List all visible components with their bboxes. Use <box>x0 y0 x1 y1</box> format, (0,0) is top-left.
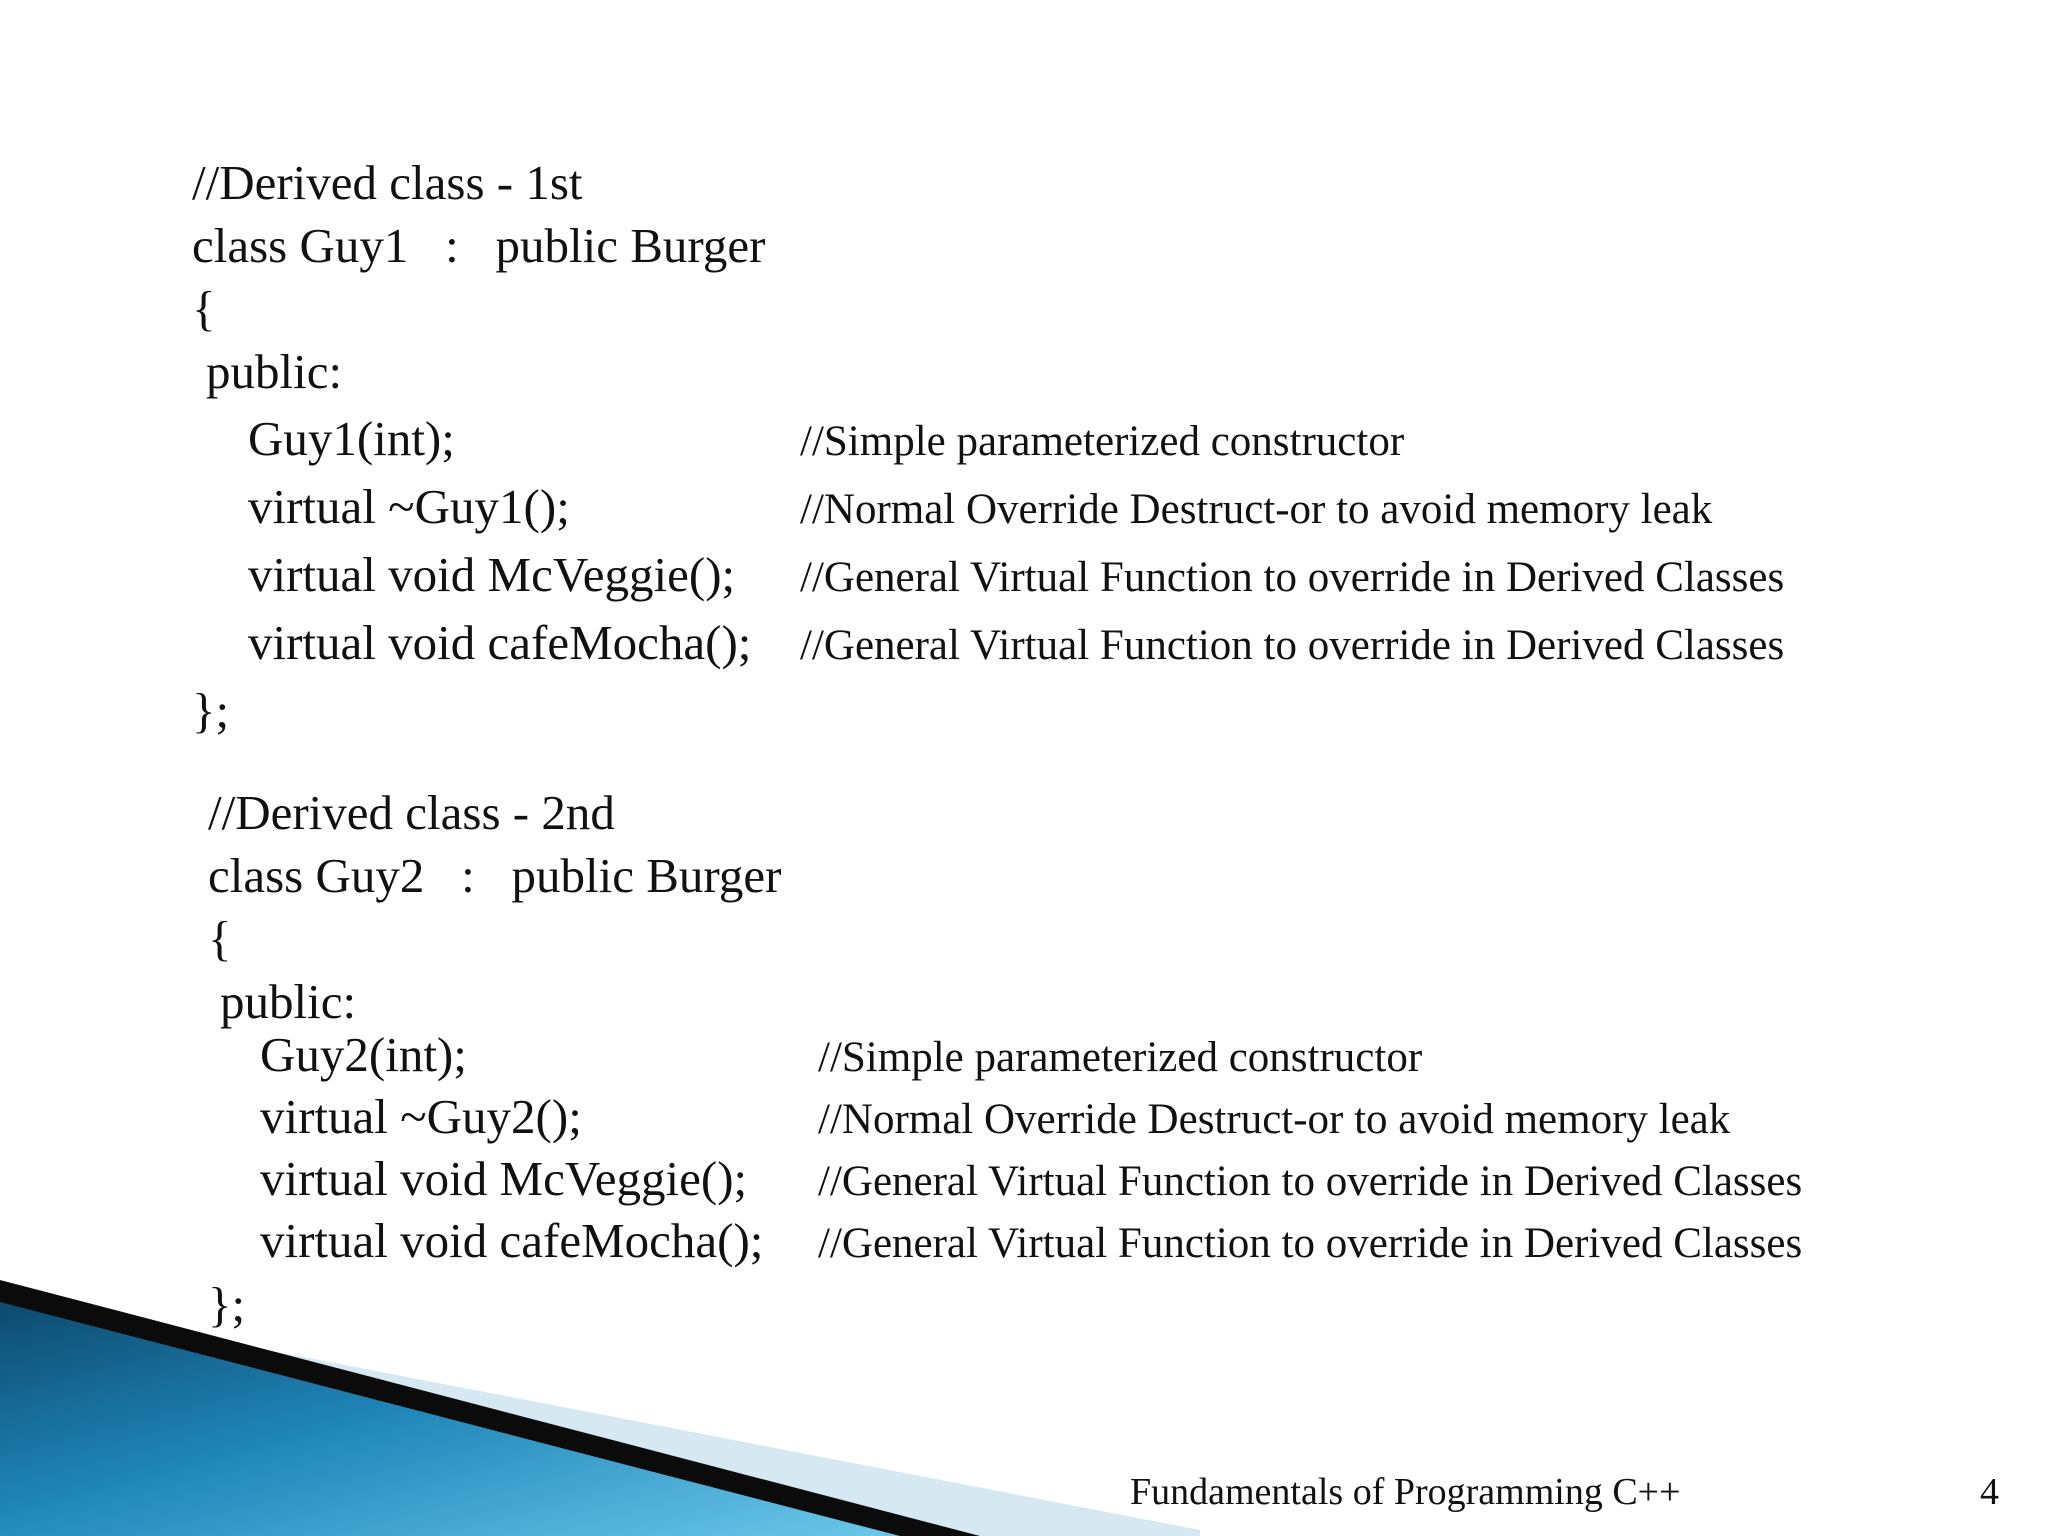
block2-member-code: virtual void McVeggie(); <box>260 1151 748 1206</box>
block1-access-specifier: public: <box>206 344 343 399</box>
page-number: 4 <box>1980 1471 1999 1513</box>
block1-comment-header: //Derived class - 1st <box>192 155 583 210</box>
block2-open-brace: { <box>208 911 232 966</box>
block1-member-code: virtual void McVeggie(); <box>248 547 736 602</box>
block2-member-code: virtual void cafeMocha(); <box>260 1213 764 1268</box>
block1-member-comment: //Simple parameterized constructor <box>800 418 1405 465</box>
block1-class-declaration: class Guy1 : public Burger <box>192 218 766 273</box>
block2-member-comment: //Normal Override Destruct-or to avoid memory leak <box>818 1096 1731 1143</box>
block2-member-code: virtual ~Guy2(); <box>260 1089 582 1144</box>
block1-member-comment: //Normal Override Destruct-or to avoid memory leak <box>800 486 1713 533</box>
block1-member-code: Guy1(int); <box>248 411 455 466</box>
block1-member-code: virtual ~Guy1(); <box>248 479 570 534</box>
block2-comment-header: //Derived class - 2nd <box>208 785 615 840</box>
block1-open-brace: { <box>192 281 216 336</box>
block1-close-brace: }; <box>192 683 230 738</box>
corner-swoosh-decoration <box>0 1277 1200 1536</box>
block1-member-comment: //General Virtual Function to override in Derived Classes <box>800 554 1785 601</box>
block2-class-declaration: class Guy2 : public Burger <box>208 848 782 903</box>
block1-member-code: virtual void cafeMocha(); <box>248 615 752 670</box>
block2-member-comment: //General Virtual Function to override in Derived Classes <box>818 1220 1803 1267</box>
block2-member-comment: //General Virtual Function to override in Derived Classes <box>818 1158 1803 1205</box>
block1-member-comment: //General Virtual Function to override in Derived Classes <box>800 622 1785 669</box>
block2-member-code: Guy2(int); <box>260 1027 467 1082</box>
block2-close-brace: }; <box>208 1277 246 1332</box>
block2-access-specifier: public: <box>220 974 357 1029</box>
footer-title: Fundamentals of Programming C++ <box>1130 1471 1681 1513</box>
block2-member-comment: //Simple parameterized constructor <box>818 1034 1423 1081</box>
